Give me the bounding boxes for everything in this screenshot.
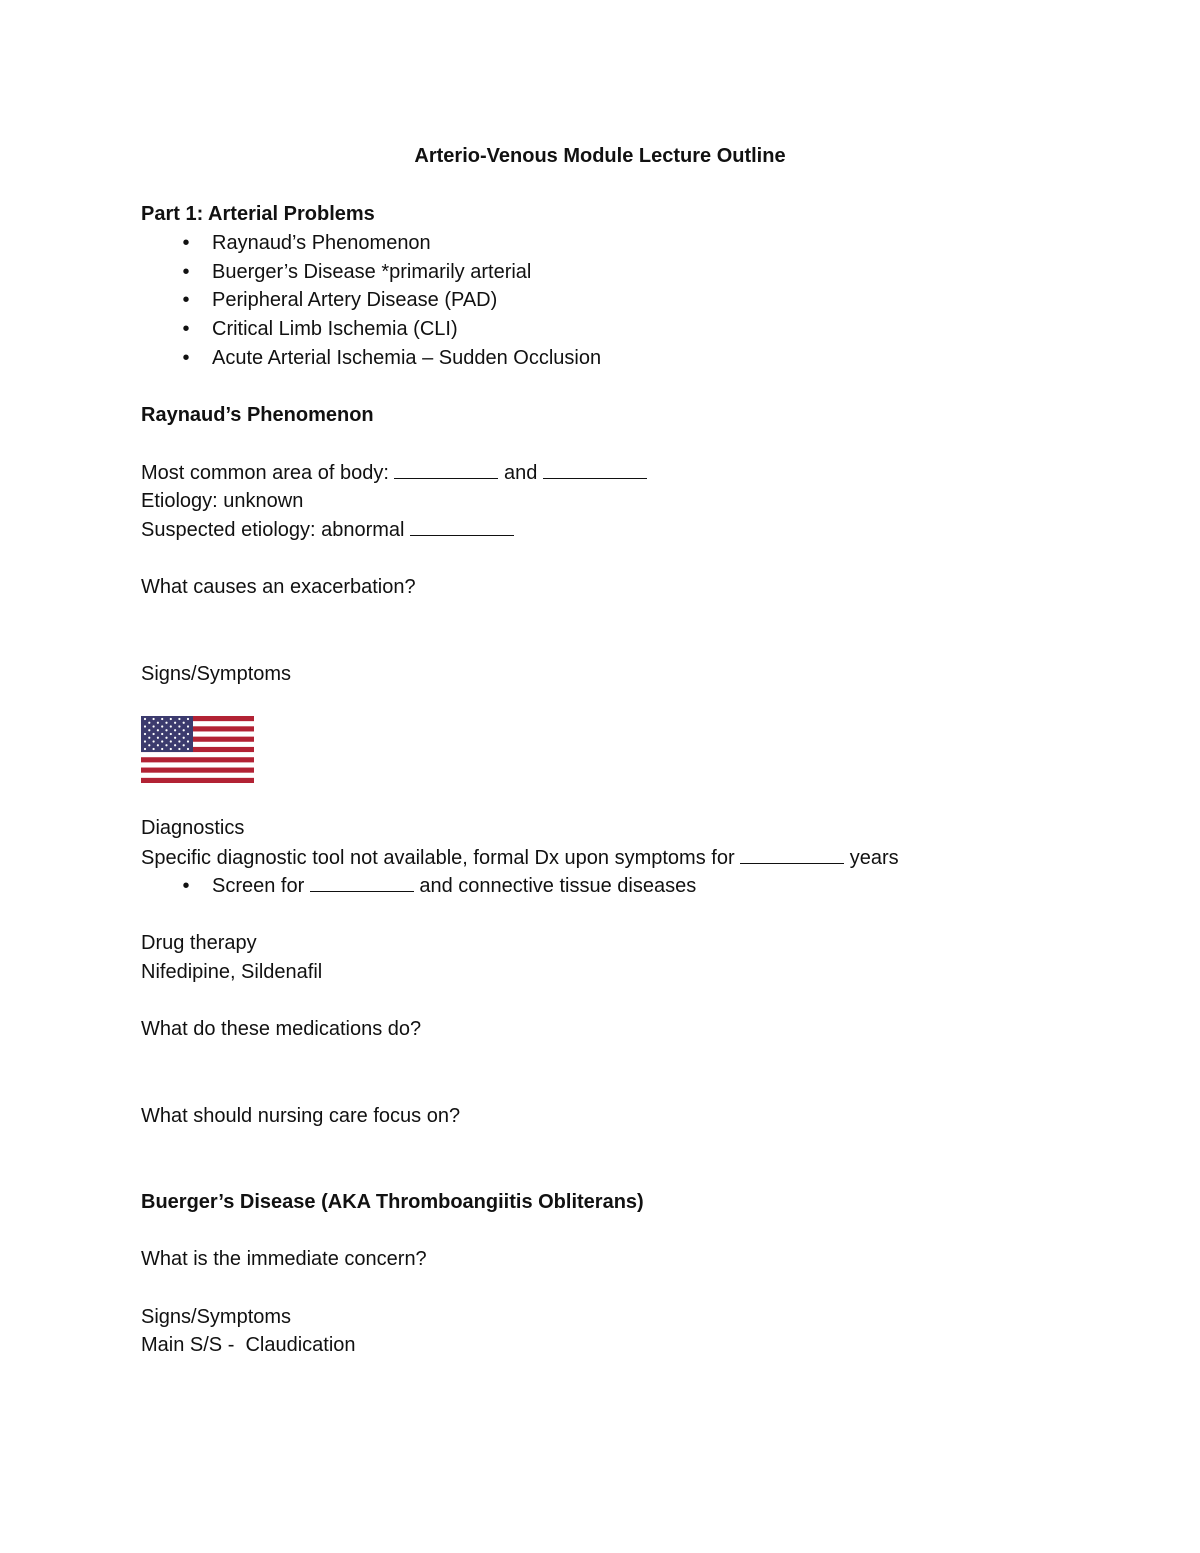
document-title: Arterio-Venous Module Lecture Outline [414, 145, 786, 167]
fill-in-blank [394, 460, 498, 479]
common-area-line: Most common area of body: and [141, 460, 647, 486]
medications-question: What do these medications do? [141, 1018, 422, 1040]
fill-in-blank [543, 460, 647, 479]
exacerbation-question: What causes an exacerbation? [141, 576, 416, 598]
signs-symptoms-label: Signs/Symptoms [141, 663, 292, 685]
fill-in-blank [310, 873, 414, 892]
drug-list: Nifedipine, Sildenafil [141, 961, 323, 983]
part1-heading: Part 1: Arterial Problems [141, 203, 375, 225]
diagnostic-line: Specific diagnostic tool not available, formal Dx upon symptoms for years [141, 847, 899, 869]
buerger-signs-label: Signs/Symptoms [141, 1306, 292, 1328]
drug-therapy-label: Drug therapy [141, 932, 257, 954]
diagnostics-label: Diagnostics [141, 817, 245, 839]
nursing-question: What should nursing care focus on? [141, 1105, 461, 1127]
concern-question: What is the immediate concern? [141, 1248, 427, 1270]
etiology-line: Etiology: unknown [141, 490, 304, 512]
fill-in-blank [740, 845, 844, 864]
suspected-etiology-line: Suspected etiology: abnormal [141, 517, 514, 543]
main-ss-line: Main S/S - Claudication [141, 1334, 356, 1356]
document-page: Arterio-Venous Module Lecture Outline Part 1: Arterial Problems • Raynaud’s Phenomenon • Buerger’s Disease *primarily arterial • Peripheral Artery Disease (PAD) • Critical Limb Ischemia (CLI) • Acute Arterial Ischemia – Sudden Occlusion Raynaud’s Phenomenon Most common area of body: and Etiology: unknown Suspected etiology: abnormal What causes an exacerbation? Signs/Symptoms Diagnostics Specific diagnostic tool not available, formal Dx upon symptoms for years • Screen for and connective tissue diseases Drug therapy Nifedipine, Sildenafil What do these medications do? What should nursing care focus on? Buerger’s Disease (AKA Thromboangiitis Obliterans) What is the immediate concern? Signs/Symptoms Main S/S - Claudication [0, 0, 1200, 1553]
fill-in-blank [410, 517, 514, 536]
us-flag-icon [141, 716, 254, 783]
buerger-heading: Buerger’s Disease (AKA Thromboangiitis Obliterans) [141, 1191, 644, 1213]
raynaud-heading: Raynaud’s Phenomenon [141, 404, 374, 426]
